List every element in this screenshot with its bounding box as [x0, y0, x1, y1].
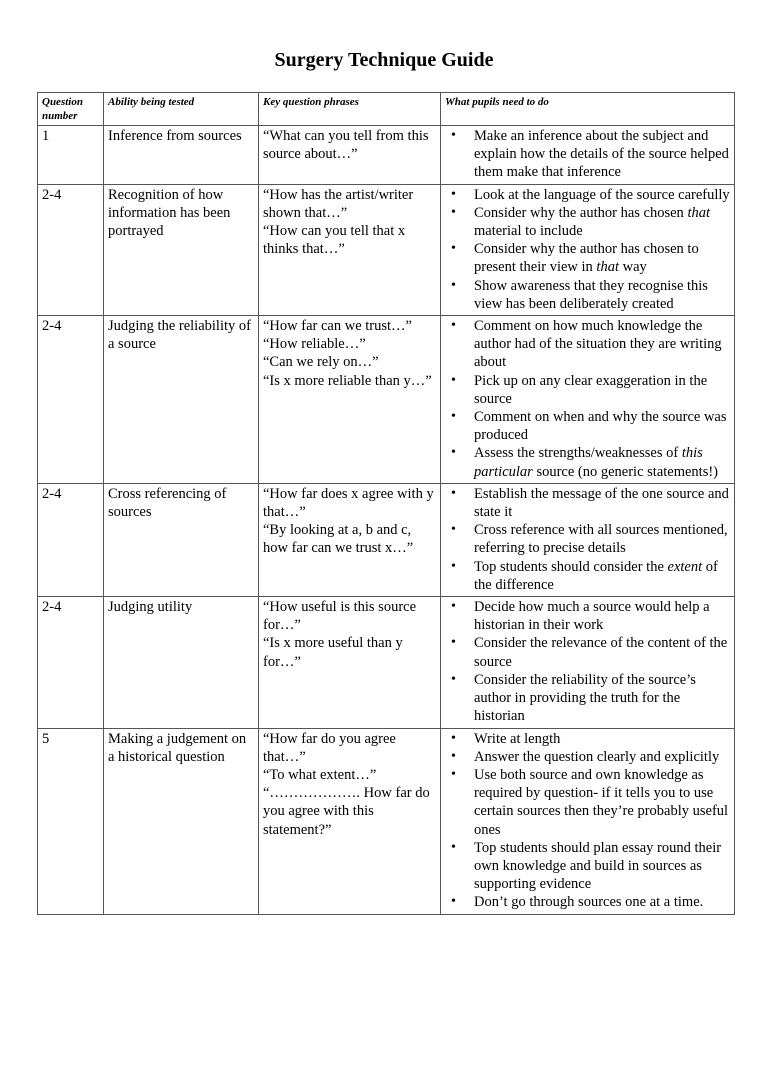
header-key-phrases: Key question phrases: [259, 93, 441, 126]
phrase: “How useful is this source for…”: [263, 599, 417, 634]
action-list: [445, 127, 730, 182]
pupil-actions: [441, 483, 735, 596]
ability-tested: Judging utility: [104, 597, 259, 728]
action-list: [445, 485, 730, 594]
phrase: “Can we rely on…”: [263, 354, 379, 371]
key-phrases: [259, 316, 441, 484]
phrase: “To what extent…”: [263, 766, 377, 783]
question-number: 1: [38, 126, 104, 185]
phrase: “How far can we trust…”: [263, 318, 412, 335]
pupil-actions: [441, 728, 735, 914]
pupil-actions: [441, 316, 735, 484]
header-ability: Ability being tested: [104, 93, 259, 126]
key-phrases: [259, 597, 441, 728]
table-row: [38, 184, 735, 315]
ability-tested: Recognition of how information has been portrayed: [104, 184, 259, 315]
technique-table: [37, 92, 735, 915]
header-row: [38, 93, 735, 126]
phrase: “By looking at a, b and c, how far can we trust x…”: [263, 522, 414, 557]
action-list: [445, 186, 730, 313]
phrase: “How reliable…”: [263, 336, 366, 353]
action-item: • Consider the reliability of the source’s author in providing the truth for the historian: [445, 671, 730, 726]
phrase: “………………. How far do you agree with this statement?”: [263, 785, 430, 838]
table-row: [38, 126, 735, 185]
action-item: • Consider why the author has chosen that material to include: [445, 204, 730, 240]
action-item: • Comment on when and why the source was produced: [445, 408, 730, 444]
action-item: • Cross reference with all sources mentioned, referring to precise details: [445, 521, 730, 557]
ability-tested: Inference from sources: [104, 126, 259, 185]
phrase: “How far does x agree with y that…”: [263, 485, 434, 521]
action-item: • Look at the language of the source carefully: [445, 186, 730, 204]
question-number: 2-4: [38, 483, 104, 596]
phrase: “Is x more useful than y for…”: [263, 635, 403, 670]
action-item: • Pick up on any clear exaggeration in the source: [445, 372, 730, 408]
table-row: [38, 597, 735, 728]
table-row: [38, 316, 735, 484]
pupil-actions: [441, 184, 735, 315]
page-title: Surgery Technique Guide: [274, 49, 494, 71]
phrase: “Is x more reliable than y…”: [263, 372, 432, 389]
action-list: [445, 598, 730, 725]
phrase: “What can you tell from this source about…”: [263, 128, 429, 163]
question-number: 2-4: [38, 597, 104, 728]
table-row: [38, 728, 735, 914]
action-list: [445, 317, 730, 481]
question-number: 2-4: [38, 184, 104, 315]
pupil-actions: [441, 126, 735, 185]
table-row: [38, 483, 735, 596]
action-item: • Make an inference about the subject and explain how the details of the source helped them make that inference: [445, 127, 730, 182]
key-phrases: [259, 483, 441, 596]
action-item: • Consider why the author has chosen to present their view in that way: [445, 240, 730, 276]
action-item: • Top students should plan essay round their own knowledge and build in sources as supporting evidence: [445, 839, 730, 894]
header-pupils-todo: What pupils need to do: [441, 93, 735, 126]
question-number: 5: [38, 728, 104, 914]
header-question-number: Question number: [38, 93, 104, 126]
action-item: • Establish the message of the one source and state it: [445, 485, 730, 521]
ability-tested: Making a judgement on a historical question: [104, 728, 259, 914]
key-phrases: [259, 728, 441, 914]
action-item: • Don’t go through sources one at a time.: [445, 893, 730, 911]
phrase: “How can you tell that x thinks that…”: [263, 223, 406, 258]
action-item: • Write at length: [445, 730, 730, 748]
phrase: “How far do you agree that…”: [263, 730, 396, 765]
ability-tested: Cross referencing of sources: [104, 483, 259, 596]
pupil-actions: [441, 597, 735, 728]
action-item: • Assess the strengths/weaknesses of this particular source (no generic statements!): [445, 444, 730, 480]
action-item: • Top students should consider the extent of the difference: [445, 558, 730, 594]
action-list: [445, 730, 730, 912]
action-item: • Show awareness that they recognise this view has been deliberately created: [445, 277, 730, 313]
action-item: • Comment on how much knowledge the author had of the situation they are writing about: [445, 317, 730, 372]
question-number: 2-4: [38, 316, 104, 484]
key-phrases: [259, 184, 441, 315]
action-item: • Decide how much a source would help a historian in their work: [445, 598, 730, 634]
action-item: • Consider the relevance of the content of the source: [445, 634, 730, 670]
ability-tested: Judging the reliability of a source: [104, 316, 259, 484]
action-item: • Use both source and own knowledge as required by question- if it tells you to use certain sources then they’re probably useful ones: [445, 766, 730, 839]
action-item: • Answer the question clearly and explicitly: [445, 748, 730, 766]
key-phrases: [259, 126, 441, 185]
phrase: “How has the artist/writer shown that…”: [263, 186, 414, 221]
